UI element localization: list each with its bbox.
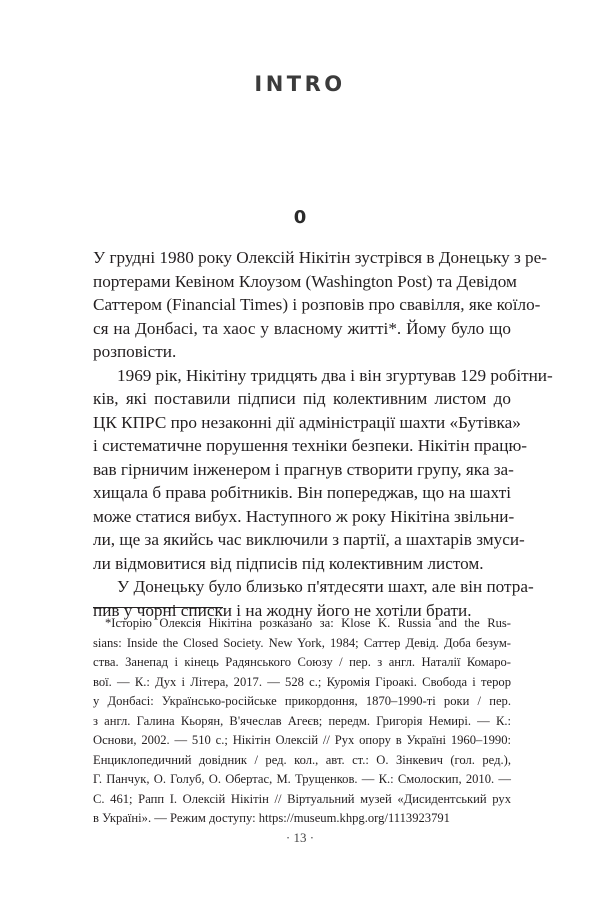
footnote-line: ства. Занепад і кінець Радянського Союзу / пер. з англ. Наталії Комаро- [93, 655, 511, 669]
chapter-title: INTRO [254, 72, 346, 96]
body-line: портерами Кевіном Клоузом (Washington Post) та Девідом [93, 271, 517, 291]
section-number: 0 [293, 207, 307, 228]
body-line: ли відмовитися від підписів під колективним листом. [93, 553, 484, 573]
footnote-line: Енциклопедичний довідник / ред. кол., авт. ст.: О. Зінкевич (гол. ред.), [93, 752, 511, 767]
body-line: У грудні 1980 року Олексій Нікітін зустрівся в Донецьку з ре- [93, 248, 548, 267]
body-line: розповісти. [93, 342, 177, 361]
footnote-line: *Історію Олексія Нікітіна розказано за: Klose K. Russia and the Rus- [105, 616, 511, 630]
footnote-line: sians: Inside the Closed Society. New York, 1984; Саттер Девід. Доба безум- [93, 635, 511, 650]
body-line: хищала б права робітників. Він попереджав, що на шахті [93, 483, 511, 502]
footnote [93, 614, 511, 829]
body-line: може статися вибух. Наступного ж року Нікітіна звільни- [93, 506, 515, 526]
body-line: Саттером (Financial Times) і розповів про свавілля, яке коїло- [93, 295, 541, 314]
body-line: 1969 рік, Нікітіну тридцять два і він згуртував 129 робітни- [117, 365, 553, 385]
footnote-divider [93, 607, 223, 608]
body-text [93, 246, 553, 622]
footnote-line: вої. — К.: Дух і Літера, 2017. — 528 с.; Куромія Гіроакі. Свобода і терор [93, 674, 511, 689]
body-line: У Донецьку було близько п'ятдесяти шахт, але він потра- [117, 577, 534, 596]
footnote-line: Г. Панчук, О. Голуб, О. Обертас, М. Трущенков. — К.: Смолоскип, 2010. — [93, 772, 511, 786]
body-line: пив у чорні списки і на жодну його не хотіли брати. [93, 600, 472, 620]
body-line: ЦК КПРС про незаконні дії адміністрації шахти «Бутівка» [93, 412, 521, 432]
footnote-line: в Україні». — Режим доступу: https://museum.khpg.org/1113923791 [93, 811, 450, 825]
footnote-line: з англ. Галина Кьорян, В'ячеслав Агеєв; передм. Григорія Немирі. — К.: [93, 713, 511, 728]
body-line: ків, які поставили підписи під колективним листом до [93, 389, 511, 408]
body-line: ли, ще за якийсь час виключили з партії, а шахтарів змуси- [93, 530, 525, 549]
footnote-line: Основи, 2002. — 510 с.; Нікітін Олексій // Рух опору в Україні 1960–1990: [93, 733, 511, 747]
footnote-line: С. 461; Рапп І. Олексій Нікітін // Віртуальний музей «Дисидентський рух [93, 791, 511, 806]
body-line: ся на Донбасі, та хаос у власному житті*. Йому було що [93, 318, 511, 338]
page-number: · 13 · [285, 830, 315, 845]
footnote-line: у Донбасі: Українсько-російське прикордоння, 1870–1990-ті роки / пер. [93, 694, 511, 708]
body-line: і систематичне порушення техніки безпеки. Нікітін працю- [93, 436, 528, 455]
body-line: вав гірничим інженером і прагнув створити групу, яка за- [93, 459, 514, 479]
